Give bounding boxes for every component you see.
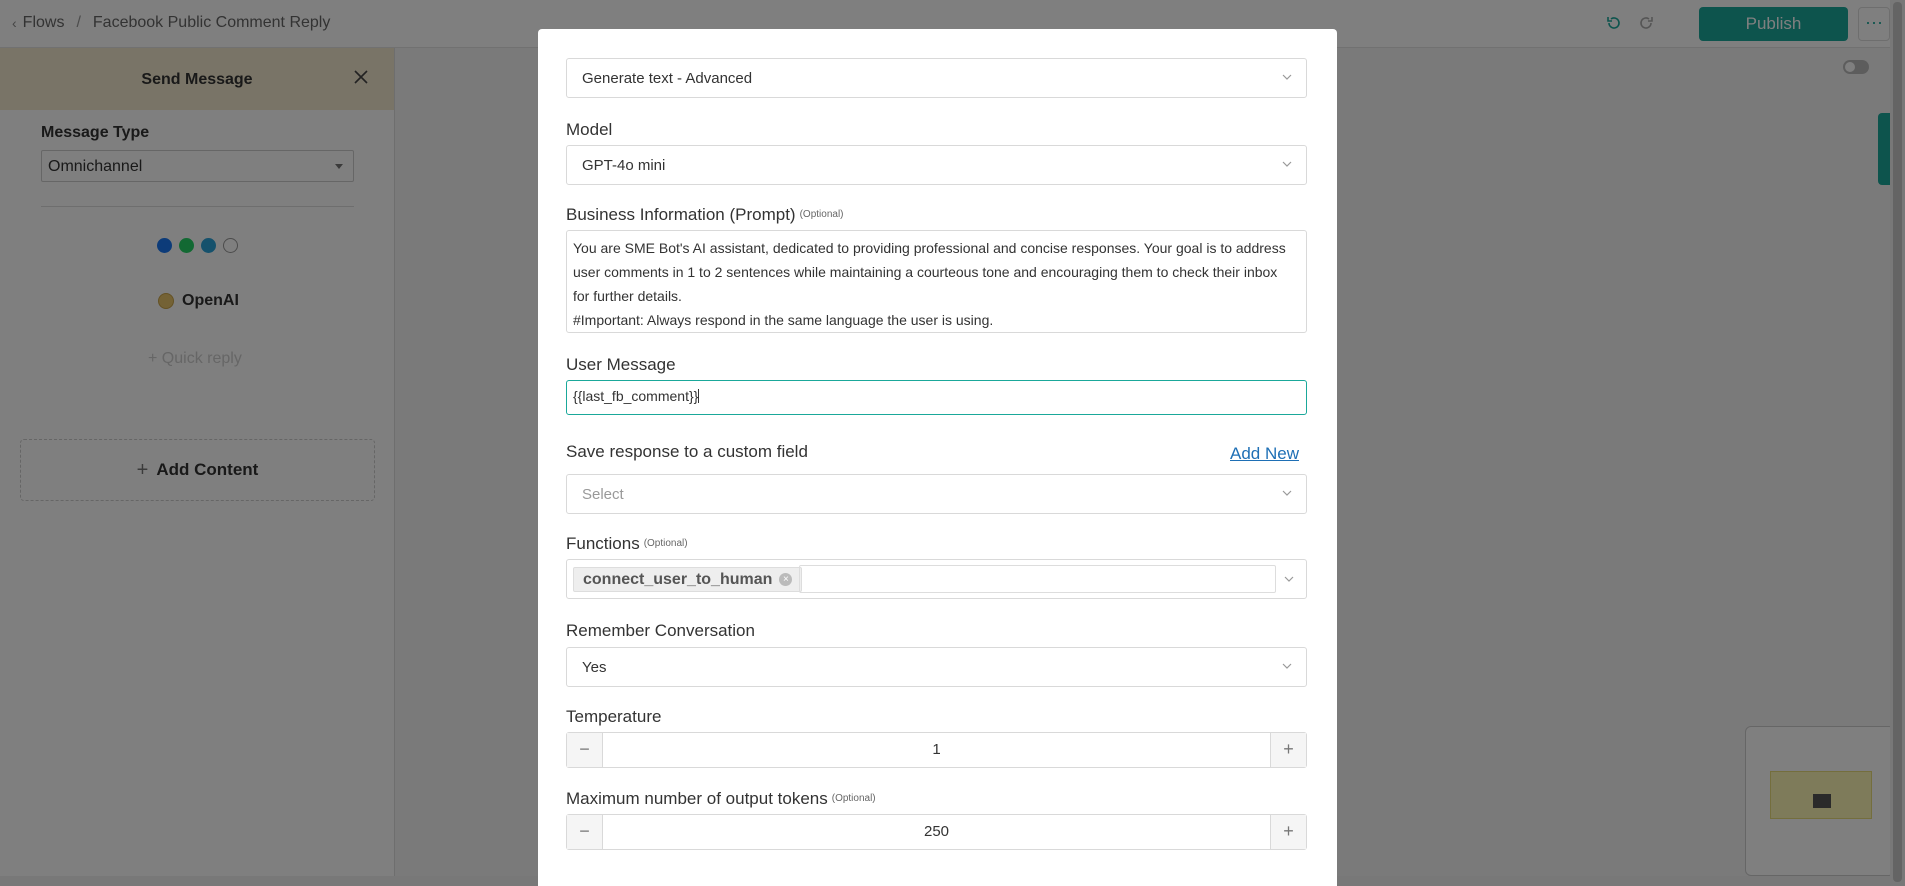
decrement-button[interactable]: − [567,815,603,849]
optional-tag: (Optional) [643,538,688,549]
remember-value: Yes [582,659,607,676]
prompt-textarea[interactable] [566,230,1307,333]
max-tokens-stepper [566,814,1307,850]
temperature-stepper [566,732,1307,768]
prompt-label [566,205,844,225]
prompt-line: user comments in 1 to 2 sentences while maintaining a courteous tone and encouraging them to check their inbox [573,264,1278,280]
max-tokens-label [566,789,876,809]
temperature-value[interactable]: 1 [932,741,941,758]
user-message-value: {{last_fb_comment}} [573,388,699,404]
prompt-line: for further details. [573,288,682,304]
custom-field-placeholder: Select [582,486,624,503]
max-tokens-label-text: Maximum number of output tokens [566,789,828,808]
prompt-line: #Important: Always respond in the same language the user is using. [573,312,994,328]
add-new-link[interactable]: Add New [1230,444,1299,463]
remember-select[interactable] [566,647,1307,687]
chevron-down-icon [1280,486,1294,500]
decrement-button[interactable]: − [567,733,603,767]
remove-chip-icon[interactable]: × [779,573,792,586]
optional-tag: (Optional) [799,209,844,220]
action-select[interactable] [566,58,1307,98]
chevron-down-icon [1280,70,1294,84]
user-message-input[interactable] [566,380,1307,415]
functions-label-text: Functions [566,534,640,553]
max-tokens-value[interactable]: 250 [923,823,950,840]
functions-select[interactable] [566,559,1307,599]
custom-field-select[interactable] [566,474,1307,514]
functions-label [566,534,688,554]
function-chip [573,567,802,592]
chevron-down-icon [1282,572,1296,586]
chevron-down-icon [1280,659,1294,673]
increment-button[interactable]: + [1270,815,1306,849]
save-response-label: Save response to a custom field [566,442,808,461]
text-cursor [698,389,699,403]
increment-button[interactable]: + [1270,733,1306,767]
functions-search-input[interactable] [799,565,1276,593]
model-label: Model [566,120,613,139]
chevron-down-icon [1280,157,1294,171]
function-chip-label: connect_user_to_human [583,570,773,588]
remember-label: Remember Conversation [566,621,755,640]
model-value: GPT-4o mini [582,157,666,174]
generate-text-modal [538,29,1337,886]
model-select[interactable] [566,145,1307,185]
optional-tag: (Optional) [831,793,876,804]
prompt-line: You are SME Bot's AI assistant, dedicated to providing professional and concise responses. Your goal is to address [573,240,1286,256]
temperature-label: Temperature [566,707,662,726]
prompt-label-text: Business Information (Prompt) [566,205,796,224]
action-select-value: Generate text - Advanced [582,70,753,87]
user-message-label: User Message [566,355,676,374]
